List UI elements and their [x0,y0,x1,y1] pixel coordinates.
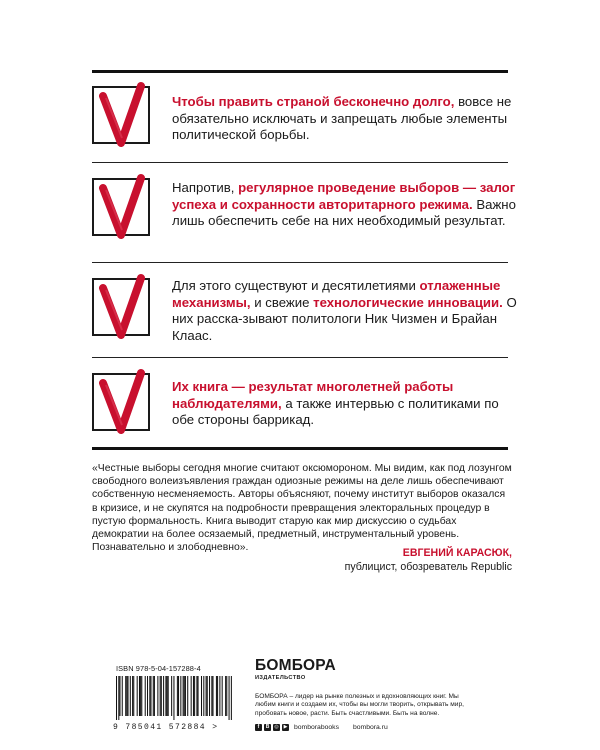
barcode-bar [116,676,117,720]
body-text: Для этого существуют и десятилетиями [172,278,420,293]
checkbox-v-icon [92,86,150,144]
publisher-block [255,658,515,731]
body-text: Напротив, [172,180,239,195]
barcode-bar [149,676,150,716]
barcode-bar [185,676,186,716]
barcode-bar [222,676,223,716]
barcode-bar [231,676,232,720]
barcode-bar [173,676,174,720]
barcode-bar [163,676,164,716]
barcode-bar [130,676,131,716]
publisher-subtitle: ИЗДАТЕЛЬСТВО [255,675,306,681]
barcode-bar [160,676,161,716]
barcode-bar [132,676,133,716]
block-text-1 [172,94,517,144]
barcode-bar [118,676,119,720]
quote-author [345,546,512,574]
body-text: вовсе не обязательно исключать и запрещать любые элементы политической борьбы. [172,94,512,142]
barcode-bar [219,676,220,716]
barcode-bar [133,676,134,716]
highlight-text: Чтобы править страной бесконечно долго, [172,94,455,109]
barcode-bar [193,676,194,716]
barcode-bar [171,676,172,716]
barcode-bar [194,676,195,716]
barcode-bar [201,676,202,716]
body-text: Важно лишь обеспечить себе на них необходимый результат. [172,196,516,228]
barcode-bar [145,676,146,716]
barcode-bar [140,676,141,716]
barcode-bar [196,676,197,716]
barcode-bar [127,676,128,716]
barcode-bar [226,676,227,716]
barcode-bar [168,676,169,716]
barcode-bar [137,676,138,716]
author-name: ЕВГЕНИЙ КАРАСЮК, [402,547,512,559]
barcode-bar [216,676,217,716]
checkbox-v-icon [92,373,150,431]
barcode-bar [187,676,188,716]
isbn-label: ISBN 978-5-04-157288-4 [116,664,201,673]
publisher-logo: БОМБОРА [255,657,336,674]
checkbox-v-icon [92,278,150,336]
website-link[interactable]: bombora.ru [352,723,388,731]
barcode-bar [198,676,199,716]
barcode-bar [212,676,213,716]
barcode-bar [154,676,155,716]
barcode-bar [225,676,226,716]
block-text-2 [172,180,517,230]
social-links [255,724,515,731]
block-text-3 [172,278,517,344]
barcode-digits: 9 785041 572884 > [113,723,219,732]
vk-icon[interactable]: B [265,723,270,730]
barcode-bar [178,676,179,716]
block-text-4 [172,379,517,429]
youtube-icon[interactable]: ▶ [283,723,288,730]
barcode-bar [126,676,127,716]
author-role: публицист, обозреватель Republic [344,561,512,573]
barcode-bar [207,676,208,716]
facebook-icon[interactable]: f [255,724,262,731]
bottom-rule [92,447,508,450]
divider-3 [92,357,508,358]
barcode-bar [161,676,162,716]
divider-2 [92,262,508,263]
barcode-bar [206,676,207,716]
barcode-bar [229,676,230,720]
barcode-bar [180,676,181,716]
social-handle[interactable]: bomborabooks [294,723,339,731]
barcode-bar [183,676,184,716]
checkbox-v-icon [92,178,150,236]
highlight-text: технологические инновации. [313,294,503,310]
barcode-bar [119,676,120,716]
barcode-bar [167,676,168,716]
divider-1 [92,162,508,163]
barcode-icon [116,676,232,720]
barcode-bar [177,676,178,716]
barcode-bar [217,676,218,716]
isbn-block [116,664,231,675]
top-rule [92,70,508,73]
review-quote: «Честные выборы сегодня многие считают оксюмороном. Мы видим, как под лозунгом свободного волеизъявления граждан одиозные режимы на деле лишь обеспечивают собственную несменяемость. Авторы объясняют, почему институт выборов оказался в кризисе, и не скупятся на подробности превращения электоральных процедур в пустую формальность. Книга выводит старую как мир дискуссию о судьбах демократии на более осязаемый, предметный, инструментальный уровень. Познавательно и злободневно». [92,463,512,554]
barcode-bar [141,676,142,716]
highlight-text: Их книга — результат многолетней работы наблюдателями, [172,379,454,411]
highlight-text: регулярное проведение выборов — залог успеха и сохранности авторитарного режима. [172,180,516,212]
highlight-text: отлаженные механизмы, [172,278,501,310]
barcode-bar [139,676,140,716]
publisher-description: БОМБОРА – лидер на рынке полезных и вдохновляющих книг. Мы любим книги и создаем их, чтобы вы могли творить, открывать мир, пробовать новое, расти. Быть счастливыми. Быть на волне. [255,693,464,717]
barcode-bar [157,676,158,716]
barcode-bar [211,676,212,716]
barcode-bar [203,676,204,716]
body-text: и свежие [250,294,314,310]
barcode-bar [122,676,123,716]
body-text: О них расска-зывают политологи Ник Чизмен и Брайан Клаас. [172,294,517,343]
instagram-icon[interactable]: ◎ [274,723,279,730]
barcode-bar [153,676,154,716]
barcode-bar [209,676,210,716]
barcode-bar [165,676,166,716]
barcode-bar [125,676,126,716]
barcode-bar [191,676,192,716]
body-text: а также интервью с политиками по обе стороны баррикад. [172,395,499,427]
barcode-bar [150,676,151,716]
barcode-bar [184,676,185,716]
barcode-bar [147,676,148,716]
